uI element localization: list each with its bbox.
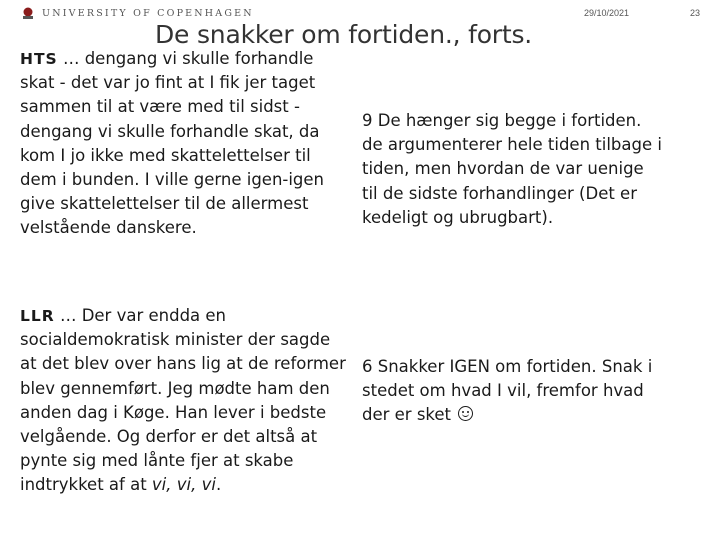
hts-quote-text: dengang vi skulle forhandle skat - det var jo fint at I fik jer taget sammen til at være med til sidst - dengang vi skulle forhandle skat, da kom I jo ikke med skattelettelser til dem i bunden. I ville gerne igen-igen give skattelettelser til de allermest velstående danskere. <box>20 49 325 238</box>
llr-quote-italic: vi, vi, vi <box>151 475 216 495</box>
smiley-icon <box>458 406 473 421</box>
comment-2-text: 6 Snakker IGEN om fortiden. Snak i stedet om hvad I vil, fremfor hvad der er sket <box>362 357 653 425</box>
speaker-label-llr: LLR <box>20 307 55 325</box>
slide-title: De snakker om fortiden., forts. <box>155 20 533 49</box>
university-crest-icon <box>22 6 34 20</box>
slide-date: 29/10/2021 <box>584 8 630 18</box>
ellipsis: … <box>62 49 80 68</box>
llr-quote-end: . <box>215 475 222 495</box>
comment-2 <box>362 355 662 428</box>
comment-1: 9 De hænger sig begge i fortiden. de argumenterer hele tiden tilbage i tiden, men hvordan de var uenige til de sidste forhandlinger (Det er kedeligt og ubrugbart). <box>362 111 662 227</box>
page-number: 23 <box>690 8 701 18</box>
hts-quote <box>20 47 348 241</box>
llr-quote <box>20 304 348 498</box>
speaker-label-hts: HTS <box>20 50 58 68</box>
llr-quote-text: Der var endda en socialdemokratisk minister der sagde at det blev over hans lig at de reformer blev gennemført. Jeg mødte ham den anden dag i Køge. Han lever i bedste velgående. Og derfor er det altså at pynte sig med lånte fjer at skabe indtrykket af at <box>20 306 346 495</box>
university-name: UNIVERSITY OF COPENHAGEN <box>42 7 254 19</box>
ellipsis: … <box>59 306 77 325</box>
